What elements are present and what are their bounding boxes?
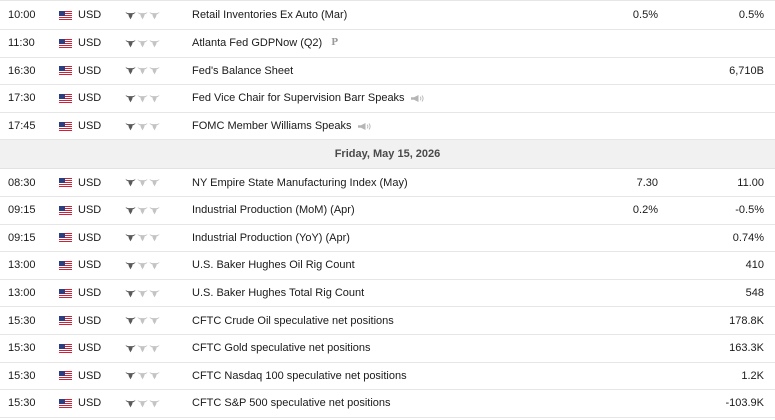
impact-rating (125, 363, 165, 390)
bull-icon (149, 11, 160, 20)
impact-rating (125, 169, 165, 196)
impact-rating (125, 85, 165, 112)
bull-icon (125, 344, 136, 353)
event-row[interactable] (0, 197, 775, 225)
bull-icon (149, 289, 160, 298)
event-time (8, 1, 48, 29)
bull-icon (137, 344, 148, 353)
bull-icon (125, 39, 136, 48)
currency-code-text: USD (78, 64, 102, 77)
event-forecast-value (664, 390, 764, 417)
event-time (8, 390, 48, 417)
event-time-text: 15:30 (8, 314, 36, 327)
bull-icon (137, 39, 148, 48)
bull-icon (137, 11, 148, 20)
event-time-text: 08:30 (8, 176, 36, 189)
event-forecast-value (664, 30, 764, 57)
event-name[interactable] (192, 85, 592, 112)
date-header-row (0, 140, 775, 169)
event-forecast-value-text: 548 (745, 287, 764, 300)
event-time (8, 197, 48, 224)
event-row[interactable] (0, 280, 775, 308)
currency-code (78, 197, 118, 224)
event-time-text: 15:30 (8, 369, 36, 382)
event-actual-value-text: 0.5% (632, 9, 658, 21)
event-time (8, 363, 48, 390)
impact-rating (125, 1, 165, 29)
event-time (8, 252, 48, 279)
event-time-text: 10:00 (8, 9, 36, 21)
event-actual-value (560, 280, 658, 307)
event-forecast-value (664, 335, 764, 362)
event-forecast-value-text: 0.74% (732, 231, 764, 244)
event-row[interactable] (0, 0, 775, 30)
event-name-text: Retail Inventories Ex Auto (Mar) (192, 9, 348, 21)
event-actual-value (560, 1, 658, 29)
bull-icon (137, 66, 148, 75)
bull-icon (137, 233, 148, 242)
currency-code-text: USD (78, 287, 102, 300)
event-time-text: 15:30 (8, 397, 36, 410)
event-forecast-value-text: 11.00 (737, 176, 764, 189)
event-name-text: CFTC Gold speculative net positions (192, 342, 371, 355)
bull-icon (137, 206, 148, 215)
event-row[interactable] (0, 225, 775, 253)
event-row[interactable] (0, 113, 775, 141)
bull-icon (149, 261, 160, 270)
event-rows-may-15 (0, 169, 775, 417)
event-name[interactable] (192, 307, 592, 334)
event-time-text: 17:30 (8, 92, 36, 105)
us-flag-icon (59, 197, 72, 224)
bull-icon (149, 206, 160, 215)
bull-icon (149, 316, 160, 325)
bull-icon (125, 316, 136, 325)
event-forecast-value (664, 169, 764, 196)
preliminary-icon: P (331, 38, 338, 49)
event-time (8, 335, 48, 362)
us-flag-icon (59, 225, 72, 252)
bull-icon (125, 206, 136, 215)
us-flag-icon (59, 363, 72, 390)
event-time-text: 16:30 (8, 64, 36, 77)
event-time (8, 85, 48, 112)
event-forecast-value-text: 163.3K (729, 342, 764, 355)
event-name-text: U.S. Baker Hughes Total Rig Count (192, 287, 365, 300)
event-forecast-value (664, 1, 764, 29)
event-forecast-value-text: -103.9K (725, 397, 764, 410)
event-actual-value (560, 113, 658, 140)
event-name[interactable] (192, 363, 592, 390)
bull-icon (149, 178, 160, 187)
event-actual-value (560, 169, 658, 196)
bull-icon (149, 344, 160, 353)
event-name-text: Industrial Production (MoM) (Apr) (192, 204, 355, 217)
bull-icon (149, 39, 160, 48)
event-row[interactable] (0, 169, 775, 197)
event-actual-value (560, 225, 658, 252)
event-time (8, 30, 48, 57)
event-forecast-value (664, 280, 764, 307)
currency-code-text: USD (78, 397, 102, 410)
event-forecast-value (664, 113, 764, 140)
impact-rating (125, 335, 165, 362)
event-forecast-value (664, 225, 764, 252)
currency-code-text: USD (78, 342, 102, 355)
event-name-text: CFTC S&P 500 speculative net positions (192, 397, 391, 410)
bull-icon (137, 289, 148, 298)
event-actual-value (560, 335, 658, 362)
event-name-text: CFTC Crude Oil speculative net positions (192, 314, 394, 327)
us-flag-icon (59, 1, 72, 29)
event-name-text: Industrial Production (YoY) (Apr) (192, 231, 350, 244)
currency-code (78, 363, 118, 390)
impact-rating (125, 197, 165, 224)
bull-icon (137, 261, 148, 270)
event-forecast-value-text: 410 (745, 259, 764, 272)
event-name[interactable] (192, 30, 592, 57)
impact-rating (125, 280, 165, 307)
event-row[interactable] (0, 30, 775, 58)
impact-rating (125, 252, 165, 279)
bull-icon (125, 122, 136, 131)
bull-icon (137, 122, 148, 131)
event-name-text: U.S. Baker Hughes Oil Rig Count (192, 259, 355, 272)
event-time-text: 11:30 (8, 37, 35, 50)
currency-code-text: USD (78, 231, 102, 244)
event-row[interactable] (0, 307, 775, 335)
currency-code (78, 252, 118, 279)
event-time (8, 169, 48, 196)
us-flag-icon (59, 390, 72, 417)
event-actual-value-text: 7.30 (636, 176, 658, 189)
event-name[interactable] (192, 1, 592, 29)
event-forecast-value (664, 252, 764, 279)
currency-code-text: USD (78, 259, 102, 272)
event-row[interactable] (0, 390, 775, 418)
event-name[interactable] (192, 252, 592, 279)
bull-icon (137, 94, 148, 103)
event-row[interactable] (0, 363, 775, 391)
event-name[interactable] (192, 113, 592, 140)
event-time (8, 225, 48, 252)
bull-icon (149, 233, 160, 242)
bull-icon (125, 371, 136, 380)
event-name[interactable] (192, 58, 592, 85)
currency-code (78, 307, 118, 334)
event-actual-value (560, 58, 658, 85)
us-flag-icon (59, 58, 72, 85)
event-time (8, 113, 48, 140)
bull-icon (149, 122, 160, 131)
currency-code (78, 169, 118, 196)
event-forecast-value (664, 85, 764, 112)
impact-rating (125, 113, 165, 140)
bull-icon (125, 233, 136, 242)
event-actual-value (560, 252, 658, 279)
bull-icon (149, 371, 160, 380)
event-row[interactable] (0, 252, 775, 280)
impact-rating (125, 307, 165, 334)
currency-code (78, 58, 118, 85)
bull-icon (149, 94, 160, 103)
bull-icon (125, 94, 136, 103)
currency-code (78, 85, 118, 112)
currency-code (78, 280, 118, 307)
bull-icon (149, 399, 160, 408)
us-flag-icon (59, 85, 72, 112)
event-actual-value (560, 197, 658, 224)
event-name[interactable] (192, 390, 592, 417)
bull-icon (149, 66, 160, 75)
bull-icon (137, 399, 148, 408)
event-time-text: 17:45 (8, 120, 36, 133)
event-time-text: 13:00 (8, 259, 36, 272)
impact-rating (125, 225, 165, 252)
impact-rating (125, 58, 165, 85)
event-name[interactable] (192, 280, 592, 307)
currency-code-text: USD (78, 176, 102, 189)
event-name[interactable] (192, 197, 592, 224)
event-name[interactable] (192, 225, 592, 252)
bull-icon (125, 261, 136, 270)
currency-code-text: USD (78, 37, 102, 50)
currency-code-text: USD (78, 9, 102, 21)
impact-rating (125, 390, 165, 417)
currency-code-text: USD (78, 204, 102, 217)
event-actual-value-text: 0.2% (632, 204, 658, 217)
currency-code (78, 30, 118, 57)
event-row[interactable] (0, 58, 775, 86)
currency-code (78, 225, 118, 252)
event-name-text: Fed's Balance Sheet (192, 64, 294, 77)
us-flag-icon (59, 169, 72, 196)
bull-icon (137, 178, 148, 187)
us-flag-icon (59, 307, 72, 334)
impact-rating (125, 30, 165, 57)
bull-icon (137, 316, 148, 325)
us-flag-icon (59, 252, 72, 279)
speaker-icon (410, 94, 426, 103)
currency-code-text: USD (78, 314, 102, 327)
date-header-label: Friday, May 15, 2026 (334, 148, 441, 161)
event-time-text: 09:15 (8, 204, 36, 217)
currency-code (78, 113, 118, 140)
event-name-text: CFTC Nasdaq 100 speculative net positions (192, 369, 407, 382)
event-forecast-value (664, 197, 764, 224)
us-flag-icon (59, 280, 72, 307)
us-flag-icon (59, 30, 72, 57)
event-actual-value (560, 390, 658, 417)
event-name-text: FOMC Member Williams Speaks (192, 120, 352, 133)
event-forecast-value-text: 6,710B (729, 64, 764, 77)
event-row[interactable] (0, 335, 775, 363)
event-name-text: NY Empire State Manufacturing Index (May) (192, 176, 408, 189)
bull-icon (137, 371, 148, 380)
event-name-text: Atlanta Fed GDPNow (Q2) (192, 37, 323, 50)
currency-code (78, 335, 118, 362)
event-time (8, 58, 48, 85)
us-flag-icon (59, 335, 72, 362)
event-time (8, 280, 48, 307)
bull-icon (125, 178, 136, 187)
event-forecast-value-text: 0.5% (738, 9, 764, 21)
bull-icon (125, 399, 136, 408)
bull-icon (125, 66, 136, 75)
event-actual-value (560, 363, 658, 390)
event-row[interactable] (0, 85, 775, 113)
event-time (8, 307, 48, 334)
event-time-text: 15:30 (8, 342, 36, 355)
bull-icon (125, 289, 136, 298)
event-forecast-value-text: 1.2K (741, 369, 764, 382)
event-forecast-value-text: 178.8K (729, 314, 764, 327)
event-name[interactable] (192, 169, 592, 196)
event-time-text: 09:15 (8, 231, 36, 244)
currency-code (78, 390, 118, 417)
event-actual-value (560, 85, 658, 112)
event-forecast-value (664, 363, 764, 390)
currency-code-text: USD (78, 120, 102, 133)
bull-icon (125, 11, 136, 20)
us-flag-icon (59, 113, 72, 140)
event-rows-may-14 (0, 0, 775, 140)
event-forecast-value-text: -0.5% (735, 204, 764, 217)
event-forecast-value (664, 58, 764, 85)
event-name[interactable] (192, 335, 592, 362)
currency-code (78, 1, 118, 29)
speaker-icon (357, 122, 373, 131)
event-name-text: Fed Vice Chair for Supervision Barr Speaks (192, 92, 405, 105)
event-actual-value (560, 30, 658, 57)
currency-code-text: USD (78, 92, 102, 105)
event-forecast-value (664, 307, 764, 334)
currency-code-text: USD (78, 369, 102, 382)
event-time-text: 13:00 (8, 287, 36, 300)
event-actual-value (560, 307, 658, 334)
